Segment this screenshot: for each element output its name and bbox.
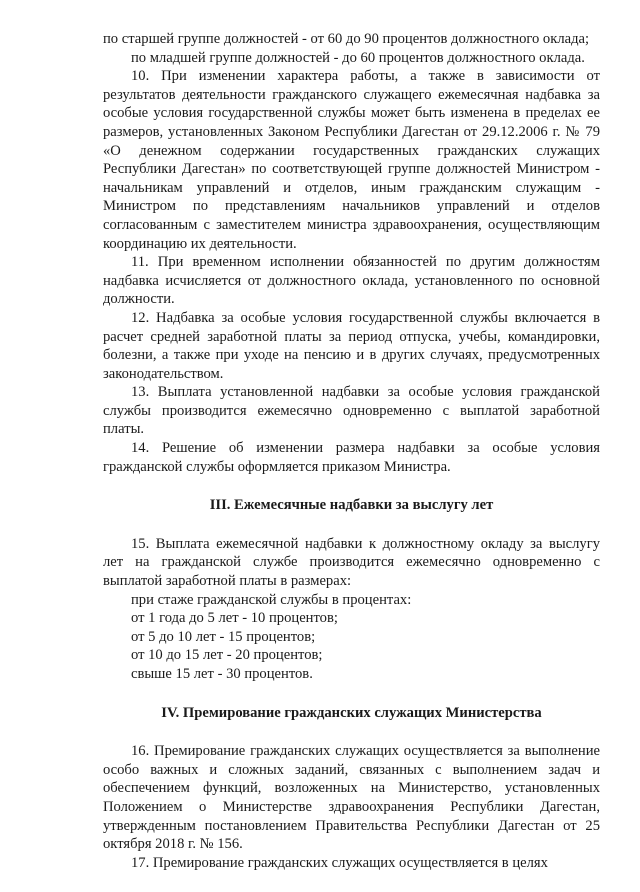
spacer — [103, 722, 600, 742]
paragraph-junior-group: по младшей группе должностей - до 60 процентов должностного оклада. — [131, 49, 585, 66]
list-item: при стаже гражданской службы в процентах: — [131, 591, 412, 608]
section-3-heading: III. Ежемесячные надбавки за выслугу лет — [209, 497, 494, 514]
spacer — [103, 515, 600, 535]
paragraph-16: 16. Премирование гражданских служащих осуществляется за выполнение особо важных и сложных заданий, связанных с выполнением задач и обеспечением функций, возложенных на Министерство, установленных Положением о Министерстве здравоохранения Республики Дагестан, утвержденным постановлением Правительства Республики Дагестан от 25 октября 2018 г. № 156. — [103, 743, 600, 853]
list-item: свыше 15 лет - 30 процентов. — [131, 666, 313, 682]
list-item: от 10 до 15 лет - 20 процентов; — [131, 647, 323, 664]
document-body — [103, 30, 600, 872]
paragraph-13: 13. Выплата установленной надбавки за особые условия гражданской службы производится ежемесячно одновременно с выплатой заработной платы. — [103, 384, 600, 438]
list-item: от 1 года до 5 лет - 10 процентов; — [131, 610, 338, 627]
list-item: от 5 до 10 лет - 15 процентов; — [131, 628, 316, 645]
paragraph-12: 12. Надбавка за особые условия государственной службы включается в расчет средней заработной платы за период отпуска, учебы, командировки, болезни, а также при уходе на пенсию и в других случаях, предусмотренных законодательством. — [103, 309, 600, 382]
paragraph-17: 17. Премирование гражданских служащих осуществляется в целях — [131, 854, 548, 871]
section-4-heading: IV. Премирование гражданских служащих Министерства — [161, 704, 542, 721]
spacer — [103, 476, 600, 496]
paragraph-11: 11. При временном исполнении обязанностей по другим должностям надбавка исчисляется от должностного оклада, установленного по основной должности. — [103, 254, 600, 308]
paragraph-10: 10. При изменении характера работы, а также в зависимости от результатов деятельности гражданского служащего ежемесячная надбавка за особые условия государственной службы может быть изменена в пределах ее размеров, установленных Законом Республики Дагестан от 29.12.2006 г. № 79 «О денежном содержании государственных гражданских служащих Республики Дагестан» по соответствующей группе должностей Министром - начальникам управлений и отделов, иным гражданским служащим - Министром по представлениям начальников управлений и отделов согласованным с заместителем министра здравоохранения, осуществляющим координацию их деятельности. — [103, 68, 600, 252]
paragraph-15: 15. Выплата ежемесячной надбавки к должностному окладу за выслугу лет на гражданской службе производится ежемесячно одновременно с выплатой заработной платы в размерах: — [103, 535, 600, 590]
paragraph-senior-group: по старшей группе должностей - от 60 до 90 процентов должностного оклада; — [103, 31, 590, 47]
paragraph-14: 14. Решение об изменении размера надбавки за особые условия гражданской службы оформляется приказом Министра. — [103, 440, 600, 475]
spacer — [103, 684, 600, 704]
